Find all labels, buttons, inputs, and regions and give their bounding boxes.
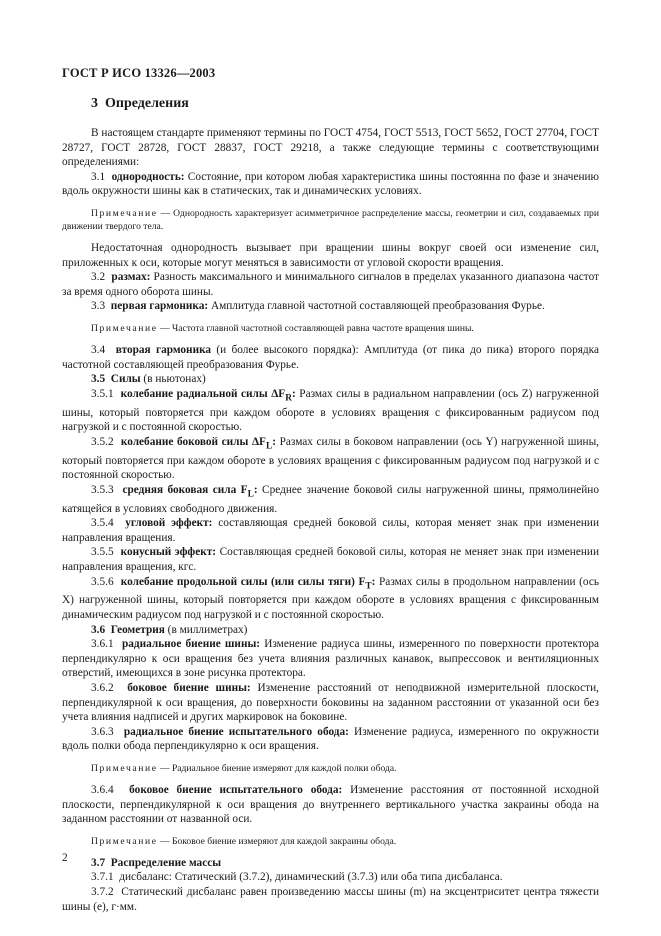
term-name: конусный эффект: [120, 546, 217, 559]
term-name: колебание боковой силы $\Delta F_L$: [120, 435, 276, 451]
term-name: радиальное биение испытательного обода: [123, 725, 349, 738]
term-3-7-1: 3.7.1 дисбаланс: Статический (3.7.2), динамический (3.7.3) или оба типа дисбаланса. [91, 871, 503, 884]
nonuniformity-paragraph: Недостаточная однородность вызывает при вращении шины вокруг своей оси изменение сил, приложенных к оси, которые могут меняться в зависимости от угловой скорости вращения. [62, 241, 599, 269]
term-name: средняя боковая сила $F_L$: [122, 483, 258, 500]
term-3-5-6: 3.5.6 колебание продольной силы (или силы тяги) $F_T$: Размах силы в продольном направлении (ось X) нагруженной шины, который повторяется при каждом обороте в условиях вращения с фиксированным динамическим радиусом под нагрузкой и с постоянной скоростью. [62, 575, 599, 622]
term-name: колебание продольной силы (или силы тяги) $F_T$: [120, 575, 376, 591]
standard-code-header: ГОСТ Р ИСО 13326—2003 [62, 66, 216, 80]
term-name: однородность: [111, 170, 185, 183]
term-3-4: 3.4 вторая гармоника (и более высокого порядка): Амплитуда (от пика до пика) второго порядка частотной составляющей преобразования Фурье. [62, 343, 599, 371]
term-name: Силы [110, 373, 141, 386]
section-heading [91, 96, 189, 112]
term-name: боковое биение шины: [127, 682, 251, 694]
term-3-6-2: 3.6.2 боковое биение шины: Изменение расстояний от неподвижной измерительной плоскости, перпендикулярной к оси вращения, до поверхности боковины на заданном расстоянии от указанной оси без учета влияния надписей и других маркировок на боковине. [62, 682, 599, 724]
term-3-6-4: 3.6.4 боковое биение испытательного обода: Изменение расстояния от постоянной исходной плоскости, перпендикулярной к оси вращения до внутреннего вертикального участка закраины обода на заданном расстоянии от названной оси. [62, 783, 599, 826]
term-name: Распределение массы [110, 856, 222, 869]
term-name: боковое биение испытательного обода: [129, 783, 343, 796]
term-name: радиальное биение шины: [121, 638, 261, 651]
term-3-2: 3.2 размах: Разность максимального и минимального сигналов в пределах указанного диапазона частот за время одного оборота шины. [62, 271, 599, 298]
note-2: Примечание — Частота главной частотной составляющей равна частоте вращения шины. [91, 322, 474, 334]
term-3-5-1: 3.5.1 колебание радиальной силы $\Delta F_R$: Размах силы в радиальном направлении (ось Z) нагруженной шины, который повторяется при каждом обороте в условиях вращения с фиксированным радиусом под нагрузкой и с постоянной скоростью. [62, 387, 600, 434]
section-number: 3 [91, 96, 98, 111]
term-3-5-2: 3.5.2 колебание боковой силы $\Delta F_L$: Размах силы в боковом направлении (ось Y) нагруженной шины, который повторяется при каждом обороте в условиях вращения с фиксированным радиусом под нагрузкой и с постоянной скоростью. [62, 435, 599, 482]
note-1: Примечание — Однородность характеризует асимметричное распределение массы, геометрии и сил, создаваемых при движении твердого тела. [62, 207, 599, 232]
term-3-5-4: 3.5.4 угловой эффект: составляющая средней боковой силы, которая меняет знак при изменении направления вращения. [62, 517, 599, 544]
term-3-6: 3.6 Геометрия (в миллиметрах) [91, 623, 248, 636]
intro-paragraph: В настоящем стандарте применяют термины по ГОСТ 4754, ГОСТ 5513, ГОСТ 5652, ГОСТ 27704, ГОСТ 28727, ГОСТ 28728, ГОСТ 28837, ГОСТ 29218, а также следующие термины с соответствующими определениями: [62, 127, 599, 169]
term-name: первая гармоника: [110, 300, 209, 313]
term-name: размах: [111, 271, 151, 284]
term-3-6-1: 3.6.1 радиальное биение шины: Изменение радиуса шины, измеренного по поверхности протектора перпендикулярно к оси вращения без учета влияния различных канавок, выпрессовок и вентиляционных отверстий, имеющихся в зоне рисунка протектора. [62, 638, 599, 680]
term-3-7-2: 3.7.2 Статический дисбаланс равен произведению массы шины (m) на эксцентриситет центра тяжести шины (e), г·мм. [62, 885, 599, 913]
term-3-5-5: 3.5.5 конусный эффект: Составляющая средней боковой силы, которая не меняет знак при изменении направления вращения, кгс. [62, 546, 600, 573]
term-3-3: 3.3 первая гармоника: Амплитуда главной частотной составляющей преобразования Фурье. [91, 300, 545, 313]
term-3-5-3: 3.5.3 средняя боковая сила $F_L$: Среднее значение боковой силы нагруженной шины, прямолинейно катящейся в условиях свободного движения. [62, 483, 599, 515]
term-name: угловой эффект: [125, 517, 213, 530]
term-3-7: 3.7 Распределение массы [91, 856, 222, 869]
term-3-6-3: 3.6.3 радиальное биение испытательного обода: Изменение радиуса, измеренного по окружности вдоль полки обода перпендикулярно к оси вращения. [62, 725, 599, 753]
note-4: Примечание — Боковое биение измеряют для каждой закраины обода. [91, 835, 397, 847]
page-number: 2 [62, 852, 68, 864]
document-body [62, 126, 599, 914]
term-name: Геометрия [110, 623, 165, 636]
note-3: Примечание — Радиальное биение измеряют для каждой полки обода. [91, 762, 397, 774]
term-3-1: 3.1 однородность: Состояние, при котором любая характеристика шины постоянна по фазе и значению вдоль окружности шины как в статических, так и динамических условиях. [62, 170, 599, 198]
section-title-text: Определения [105, 96, 189, 111]
term-3-5: 3.5 Силы (в ньютонах) [91, 373, 206, 386]
term-name: колебание радиальной силы $\Delta F_R$: [120, 387, 296, 403]
term-name: вторая гармоника [115, 343, 212, 356]
